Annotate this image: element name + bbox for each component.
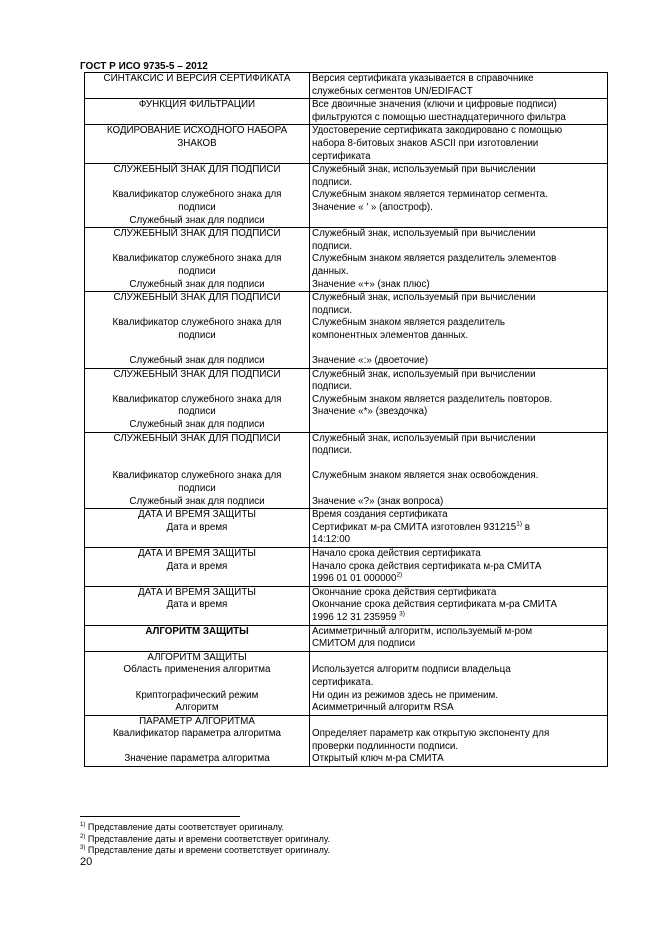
table-row: СЛУЖЕБНЫЙ ЗНАК ДЛЯ ПОДПИСИ Квалификатор служебного знака для подписи Служебный знак для подписи Служебный знак, используемый при вычислении подписи. Служебным знаком является разделитель элементов данных. Значение «+» (знак плюс) — [85, 228, 608, 292]
certificate-table — [84, 72, 608, 767]
table-row: СЛУЖЕБНЫЙ ЗНАК ДЛЯ ПОДПИСИ Квалификатор служебного знака для подписи Служебный знак для подписи Служебный знак, используемый при вычислении подписи. Служебным знаком является терминатор сегмента. Значение « ' » (апостроф). — [85, 164, 608, 228]
footnote: $^{3)}$ Представление даты и времени соответствует оригиналу. — [80, 845, 330, 855]
page-number: 20 — [80, 856, 93, 868]
footnote-ref: 1) — [516, 520, 523, 528]
table-row: СЛУЖЕБНЫЙ ЗНАК ДЛЯ ПОДПИСИ Квалификатор служебного знака для подписи Служебный знак для подписи Служебный знак, используемый при вычислении подписи. Служебным знаком является знак освобождения. Значение «?» (знак вопроса) — [85, 432, 608, 509]
table-row: АЛГОРИТМ ЗАЩИТЫ Область применения алгоритма Криптографический режим Алгоритм Используется алгоритм подписи владельца сертификата. Ни один из режимов здесь не применим. Асимметричный алгоритм RSA — [85, 651, 608, 715]
table-row: АЛГОРИТМ ЗАЩИТЫ Асимметричный алгоритм, используемый м-ром СМИТОМ для подписи — [85, 625, 608, 651]
table-row: ДАТА И ВРЕМЯ ЗАЩИТЫ Дата и время Окончание срока действия сертификата Окончание срока действия сертификата м-ра СМИТА 1996 12 31 235959 $^{3)}$ — [85, 586, 608, 625]
footnotes — [80, 822, 330, 857]
table-row: СЛУЖЕБНЫЙ ЗНАК ДЛЯ ПОДПИСИ Квалификатор служебного знака для подписи Служебный знак для подписи Служебный знак, используемый при вычислении подписи. Служебным знаком является разделитель повторов. Значение «*» (звездочка) — [85, 368, 608, 432]
footnote: $^{1)}$ Представление даты соответствует оригиналу. — [80, 822, 284, 832]
footnote-ref: 2) — [396, 571, 403, 579]
table-row: ДАТА И ВРЕМЯ ЗАЩИТЫ Дата и время Начало срока действия сертификата Начало срока действия сертификата м-ра СМИТА 1996 01 01 000000$^{2)}$ — [85, 547, 608, 586]
footnote-divider — [80, 816, 240, 817]
table-row: КОДИРОВАНИЕ ИСХОДНОГО НАБОРА ЗНАКОВ Удостоверение сертификата закодировано с помощью набора 8-битовых знаков ASCII при изготовлении сертификата — [85, 125, 608, 164]
table-row: ДАТА И ВРЕМЯ ЗАЩИТЫ Дата и время Время создания сертификата Сертификат м-ра СМИТА изготовлен 931215$^{1)}$ в 14:12:00 — [85, 509, 608, 548]
footnote-ref: 3) — [399, 610, 405, 618]
document-header: ГОСТ Р ИСО 9735-5 – 2012 — [80, 61, 208, 72]
table-row: ФУНКЦИЯ ФИЛЬТРАЦИИ Все двоичные значения (ключи и цифровые подписи) фильтруются с помощью шестнадцатеричного фильтра — [85, 99, 608, 125]
table-row: ПАРАМЕТР АЛГОРИТМА Квалификатор параметра алгоритма Значение параметра алгоритма Определяет параметр как открытую экспоненту для проверки подлинности подписи. Открытый ключ м-ра СМИТА — [85, 715, 608, 766]
table-row: СИНТАКСИС И ВЕРСИЯ СЕРТИФИКАТА Версия сертификата указывается в справочнике служебных сегментов UN/EDIFACT — [85, 73, 608, 99]
table-row: СЛУЖЕБНЫЙ ЗНАК ДЛЯ ПОДПИСИ Квалификатор служебного знака для подписи Служебный знак для подписи Служебный знак, используемый при вычислении подписи. Служебным знаком является разделитель компонентных элементов данных. Значение «:» (двоеточие) — [85, 292, 608, 369]
footnote: $^{2)}$ Представление даты и времени соответствует оригиналу. — [80, 833, 330, 844]
